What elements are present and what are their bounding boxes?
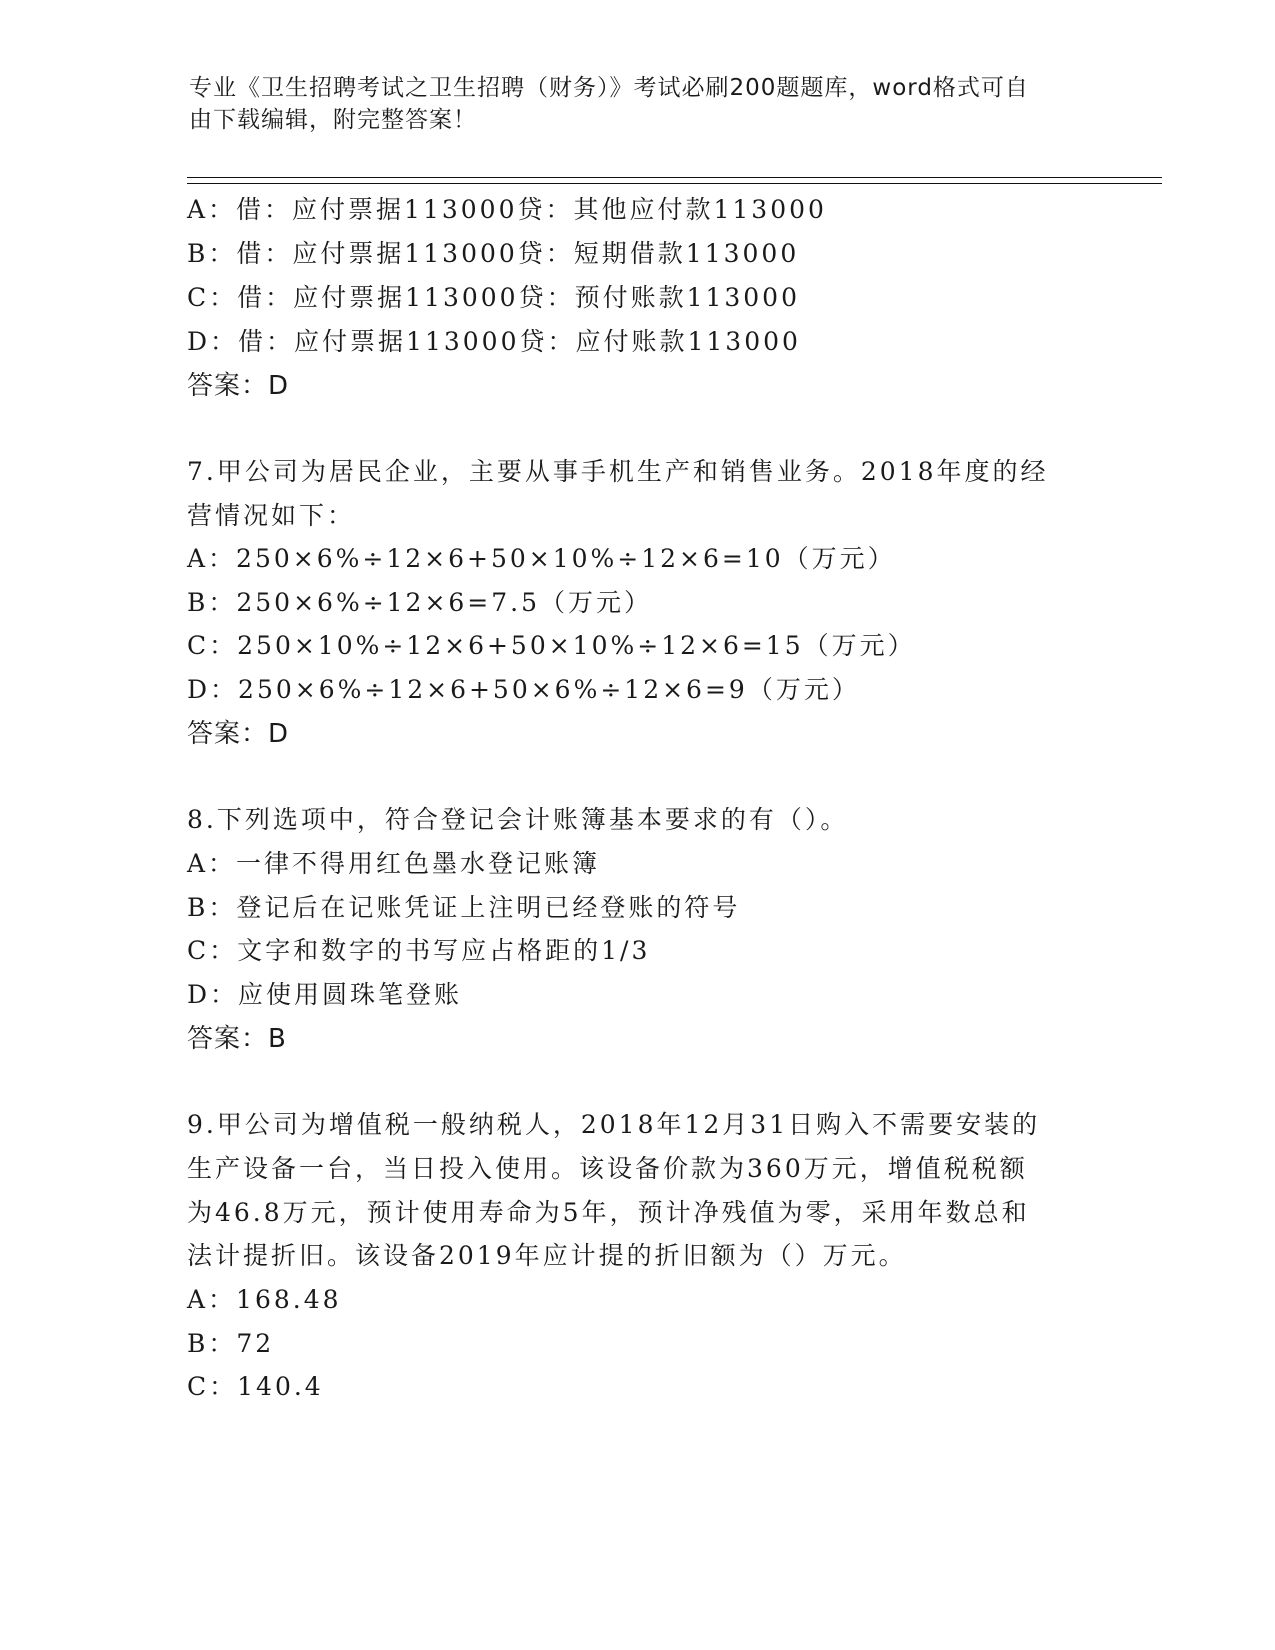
header-line-2: 由下载编辑，附完整答案！: [189, 107, 477, 133]
q9-stem-line-3: 为46.8万元，预计使用寿命为5年，预计净残值为零，采用年数总和: [187, 1198, 1030, 1227]
q9-stem-line-2: 生产设备一台，当日投入使用。该设备价款为360万元，增值税税额: [187, 1154, 1028, 1183]
q7-answer: 答案：D: [187, 719, 290, 749]
q9-option-a: A：168.48: [187, 1285, 342, 1314]
q8-option-c: C：文字和数字的书写应占格距的1/3: [187, 936, 651, 965]
q6-option-d: D：借：应付票据113000贷：应付账款113000: [187, 327, 801, 356]
q7-option-d: D：250×6%÷12×6+50×6%÷12×6=9（万元）: [187, 675, 860, 704]
q8-answer: 答案：B: [187, 1024, 287, 1054]
q6-option-a: A：借：应付票据113000贷：其他应付款113000: [187, 195, 827, 224]
q9-stem-line-1: 9.甲公司为增值税一般纳税人，2018年12月31日购入不需要安装的: [187, 1110, 1041, 1139]
q9-option-b: B：72: [187, 1329, 275, 1358]
header-line-1: 专业《卫生招聘考试之卫生招聘（财务）》考试必刷200题题库，word格式可自: [189, 75, 1029, 101]
q7-option-b: B：250×6%÷12×6=7.5（万元）: [187, 588, 653, 617]
header-divider-bottom: [187, 183, 1162, 184]
q8-option-b: B：登记后在记账凭证上注明已经登账的符号: [187, 893, 741, 922]
q9-option-c: C：140.4: [187, 1372, 324, 1401]
q7-stem-line-1: 7.甲公司为居民企业，主要从事手机生产和销售业务。2018年度的经: [187, 457, 1049, 486]
q9-stem-line-4: 法计提折旧。该设备2019年应计提的折旧额为（）万元。: [187, 1241, 907, 1270]
header-divider-top: [187, 177, 1162, 178]
q7-option-a: A：250×6%÷12×6+50×10%÷12×6=10（万元）: [187, 544, 896, 573]
q7-stem-line-2: 营情况如下：: [187, 501, 356, 530]
q8-option-d: D：应使用圆珠笔登账: [187, 980, 463, 1009]
q8-stem-line-1: 8.下列选项中，符合登记会计账簿基本要求的有（）。: [187, 805, 849, 834]
q6-answer: 答案：D: [187, 371, 290, 401]
q6-option-c: C：借：应付票据113000贷：预付账款113000: [187, 283, 800, 312]
document-header: [189, 72, 1089, 136]
q6-option-b: B：借：应付票据113000贷：短期借款113000: [187, 239, 800, 268]
q7-option-c: C：250×10%÷12×6+50×10%÷12×6=15（万元）: [187, 631, 916, 660]
q8-option-a: A：一律不得用红色墨水登记账簿: [187, 849, 601, 878]
